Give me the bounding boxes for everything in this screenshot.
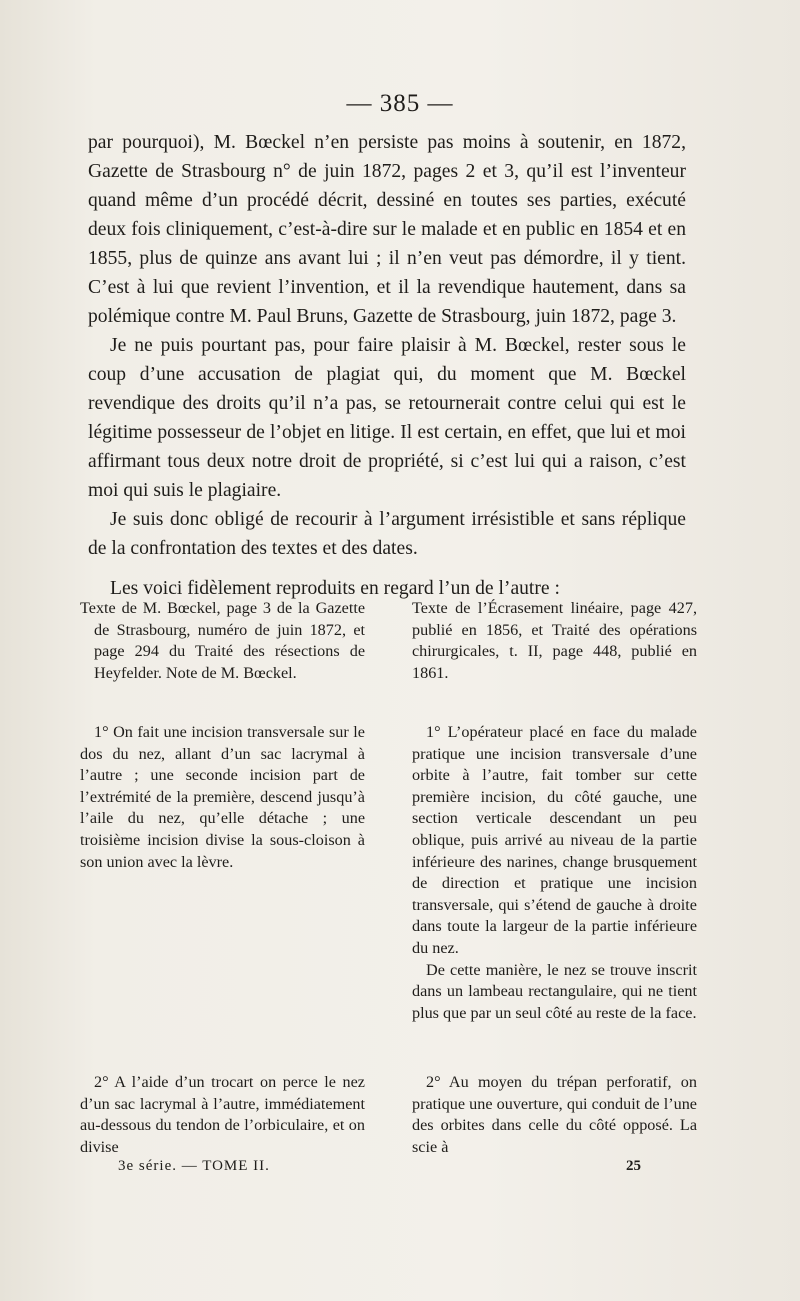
right-paragraph-1: 1° L’opérateur placé en face du malade pratique une incision transversale d’une orbite à l’autre, fait tomber sur cette première incision, du côté gauche, une section verticale descendant un peu oblique, puis arrivé au niveau de la partie inférieure des narines, change brusquement de direction et pratique une incision transversale, qui s’étend de gauche à droite dans toute la largeur de la partie inférieure du nez. <box>412 723 697 957</box>
right-column-item-1 <box>412 722 697 1024</box>
left-paragraph-1: 1° On fait une incision transversale sur le dos du nez, allant d’un sac lacrymal à l’autre ; une seconde incision part de l’extrémité de la première, descend jusqu’à l’aile du nez, qu’elle détache ; une troisième incision divise la sous-cloison à son union avec la lèvre. <box>80 723 365 871</box>
left-heading-text: Texte de M. Bœckel, page 3 de la Gazette de Strasbourg, numéro de juin 1872, et page 294 du Traité des résections de Heyfelder. Note de M. Bœckel. <box>80 599 365 682</box>
left-column-heading <box>80 598 365 684</box>
paragraph-2: Je ne puis pourtant pas, pour faire plaisir à M. Bœckel, rester sous le coup d’une accusation de plagiat qui, du moment que M. Bœckel revendique des droits qu’il n’a pas, se retournerait contre celui qui est le légitime possesseur de l’objet en litige. Il est certain, en effet, que lui et moi affirmant tous deux notre droit de propriété, si c’est lui qui a raison, c’est moi qui suis le plagiaire. <box>88 335 686 501</box>
page-number-header: — 385 — <box>346 90 454 117</box>
left-paragraph-2: 2° A l’aide d’un trocart on perce le nez d’un sac lacrymal à l’autre, immédiatement au-dessous du tendon de l’orbiculaire, et on divise <box>80 1073 365 1156</box>
printer-signature: 3e série. — TOME II. <box>118 1158 270 1174</box>
right-column-heading <box>412 598 697 684</box>
sheet-number: 25 <box>626 1158 641 1174</box>
paragraph-1: par pourquoi), M. Bœckel n’en persiste pas moins à soutenir, en 1872, Gazette de Strasbourg n° de juin 1872, pages 2 et 3, qu’il est l’inventeur quand même d’un procédé décrit, dessiné en toutes ses parties, exécuté deux fois cliniquement, c’est-à-dire sur le malade et en public en 1854 et en 1855, plus de quinze ans avant lui ; il n’en veut pas démordre, il y tient. C’est à lui que revient l’invention, et il la revendique hautement, dans sa polémique contre M. Paul Bruns, Gazette de Strasbourg, juin 1872, page 3. <box>88 132 686 327</box>
left-column-item-1 <box>80 722 365 873</box>
left-column-item-2 <box>80 1072 365 1158</box>
right-paragraph-1b: De cette manière, le nez se trouve inscrit dans un lambeau rectangulaire, qui ne tient plus que par un seul côté au reste de la face. <box>412 960 697 1022</box>
paragraph-3: Je suis donc obligé de recourir à l’argument irrésistible et sans réplique de la confrontation des textes et des dates. <box>88 509 686 559</box>
main-text <box>88 128 686 603</box>
right-column-item-2 <box>412 1072 697 1158</box>
right-paragraph-2: 2° Au moyen du trépan perforatif, on pratique une ouverture, qui conduit de l’une des orbites dans celle du côté opposé. La scie à <box>412 1073 697 1156</box>
right-heading-text: Texte de l’Écrasement linéaire, page 427, publié en 1856, et Traité des opérations chirurgicales, t. II, page 448, publié en 1861. <box>412 599 697 682</box>
paragraph-4: Les voici fidèlement reproduits en regard l’un de l’autre : <box>110 578 560 599</box>
